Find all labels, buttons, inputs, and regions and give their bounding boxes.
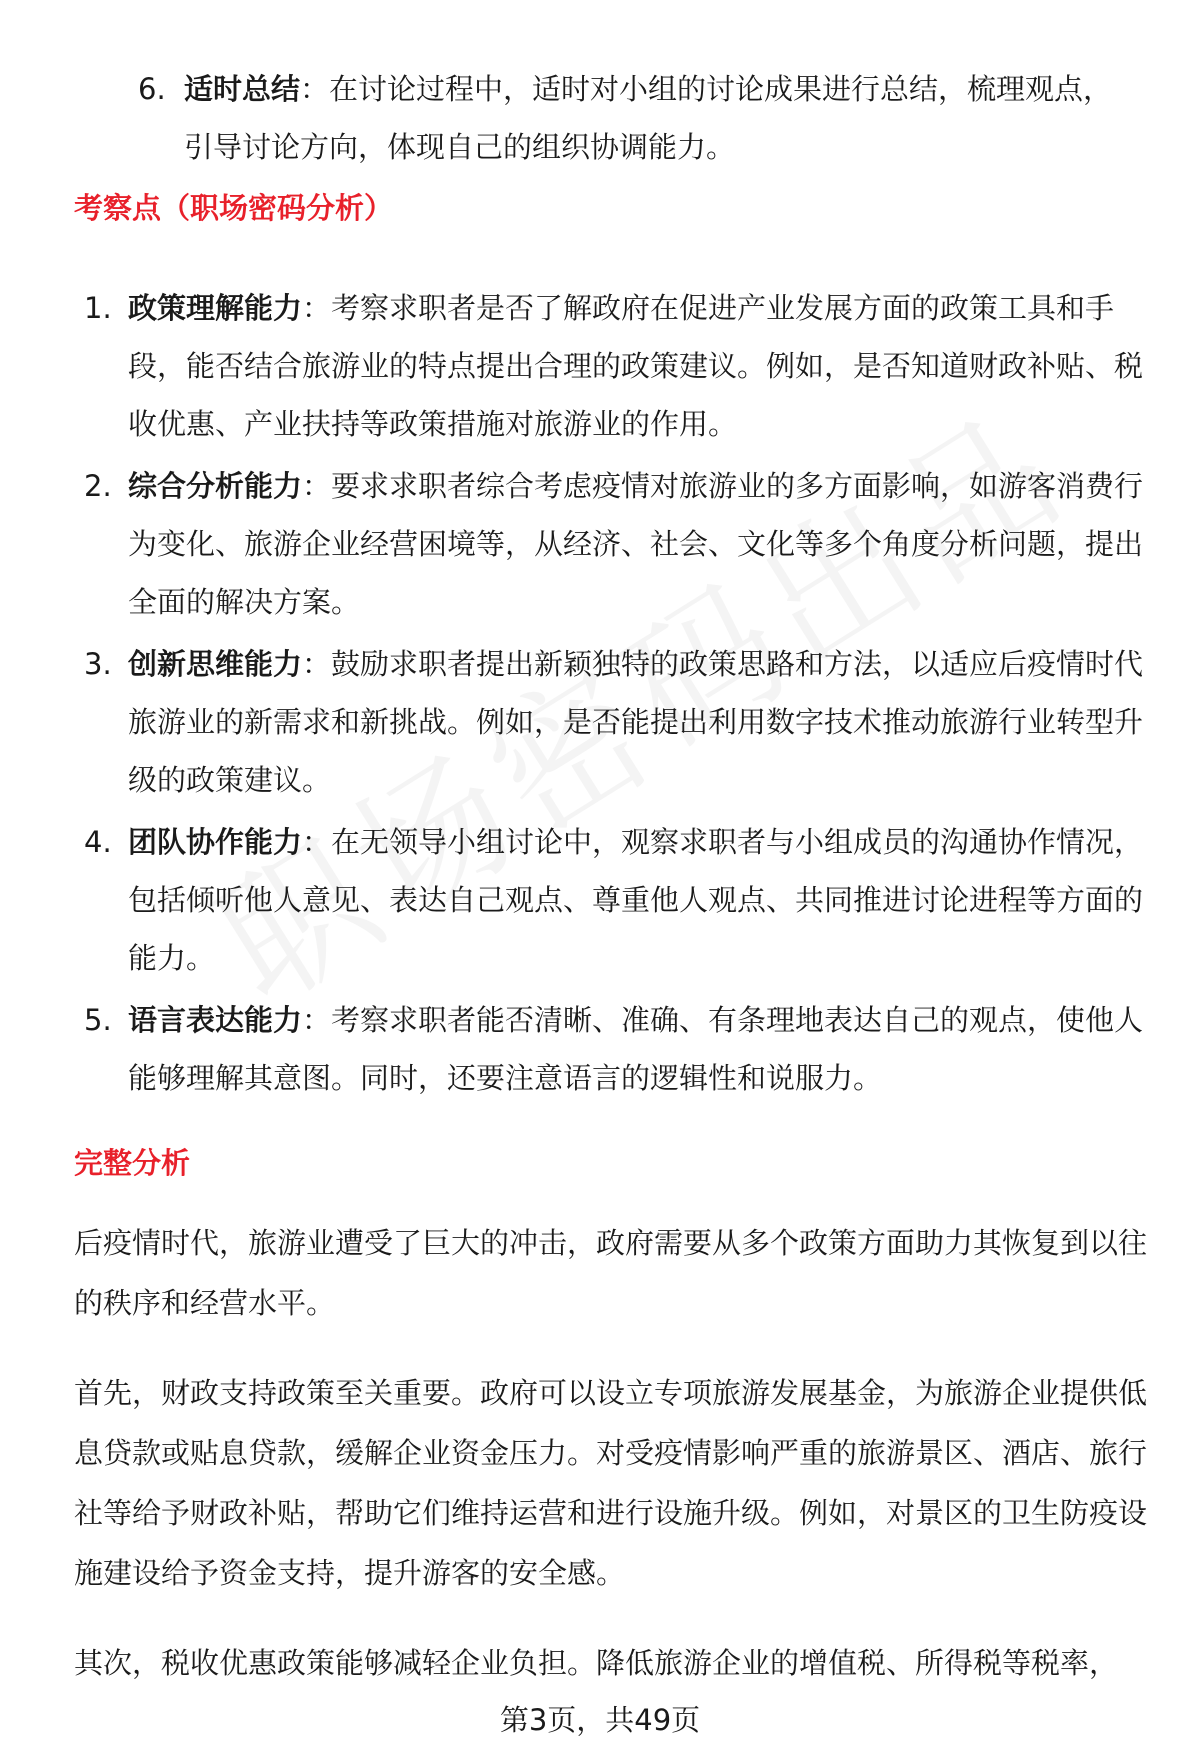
list-text: ：鼓励求职者提出新颖独特的政策思路和方法，以适应后疫情时代旅游业的新需求和新挑战。例如，是否能提出利用数字技术推动旅游行业转型升级的政策建议。	[128, 647, 1144, 797]
list-item	[84, 279, 1150, 453]
list-number: 6.	[138, 72, 166, 106]
list-number: 5.	[84, 1003, 112, 1037]
list-term: 团队协作能力	[128, 825, 303, 859]
list-number: 3.	[84, 647, 112, 681]
list-item	[84, 813, 1150, 987]
list-item	[138, 60, 1138, 176]
intro-list	[138, 60, 1138, 176]
list-term: 语言表达能力	[128, 1003, 303, 1037]
list-number: 4.	[84, 825, 112, 859]
section-heading-analysis: 完整分析	[74, 1146, 191, 1180]
points-list	[84, 279, 1150, 1111]
list-term: 创新思维能力	[128, 647, 303, 681]
section-heading-points: 考察点（职场密码分析）	[74, 191, 394, 225]
list-item	[84, 635, 1150, 809]
list-number: 1.	[84, 291, 112, 325]
analysis-paragraph: 首先，财政支持政策至关重要。政府可以设立专项旅游发展基金，为旅游企业提供低息贷款或贴息贷款，缓解企业资金压力。对受疫情影响严重的旅游景区、酒店、旅行社等给予财政补贴，帮助它们维持运营和进行设施升级。例如，对景区的卫生防疫设施建设给予资金支持，提升游客的安全感。	[74, 1376, 1148, 1590]
list-term: 综合分析能力	[128, 469, 303, 503]
list-item	[84, 457, 1150, 631]
analysis-paragraph: 其次，税收优惠政策能够减轻企业负担。降低旅游企业的增值税、所得税等税率，	[74, 1646, 1119, 1680]
list-text: ：要求求职者综合考虑疫情对旅游业的多方面影响，如游客消费行为变化、旅游企业经营困境等，从经济、社会、文化等多个角度分析问题，提出全面的解决方案。	[128, 469, 1144, 619]
list-item	[84, 991, 1150, 1107]
list-term: 政策理解能力	[128, 291, 303, 325]
list-text: ：在无领导小组讨论中，观察求职者与小组成员的沟通协作情况，包括倾听他人意见、表达自己观点、尊重他人观点、共同推进讨论进程等方面的能力。	[128, 825, 1144, 975]
list-text: ：在讨论过程中，适时对小组的讨论成果进行总结，梳理观点，引导讨论方向，体现自己的组织协调能力。	[184, 72, 1113, 164]
analysis-paragraph: 后疫情时代，旅游业遭受了巨大的冲击，政府需要从多个政策方面助力其恢复到以往的秩序和经营水平。	[74, 1226, 1148, 1320]
list-text: ：考察求职者是否了解政府在促进产业发展方面的政策工具和手段，能否结合旅游业的特点提出合理的政策建议。例如，是否知道财政补贴、税收优惠、产业扶持等政策措施对旅游业的作用。	[128, 291, 1144, 441]
page-number: 第3页，共49页	[499, 1703, 701, 1737]
list-term: 适时总结	[184, 72, 301, 106]
list-text: ：考察求职者能否清晰、准确、有条理地表达自己的观点，使他人能够理解其意图。同时，还要注意语言的逻辑性和说服力。	[128, 1003, 1144, 1095]
list-number: 2.	[84, 469, 112, 503]
